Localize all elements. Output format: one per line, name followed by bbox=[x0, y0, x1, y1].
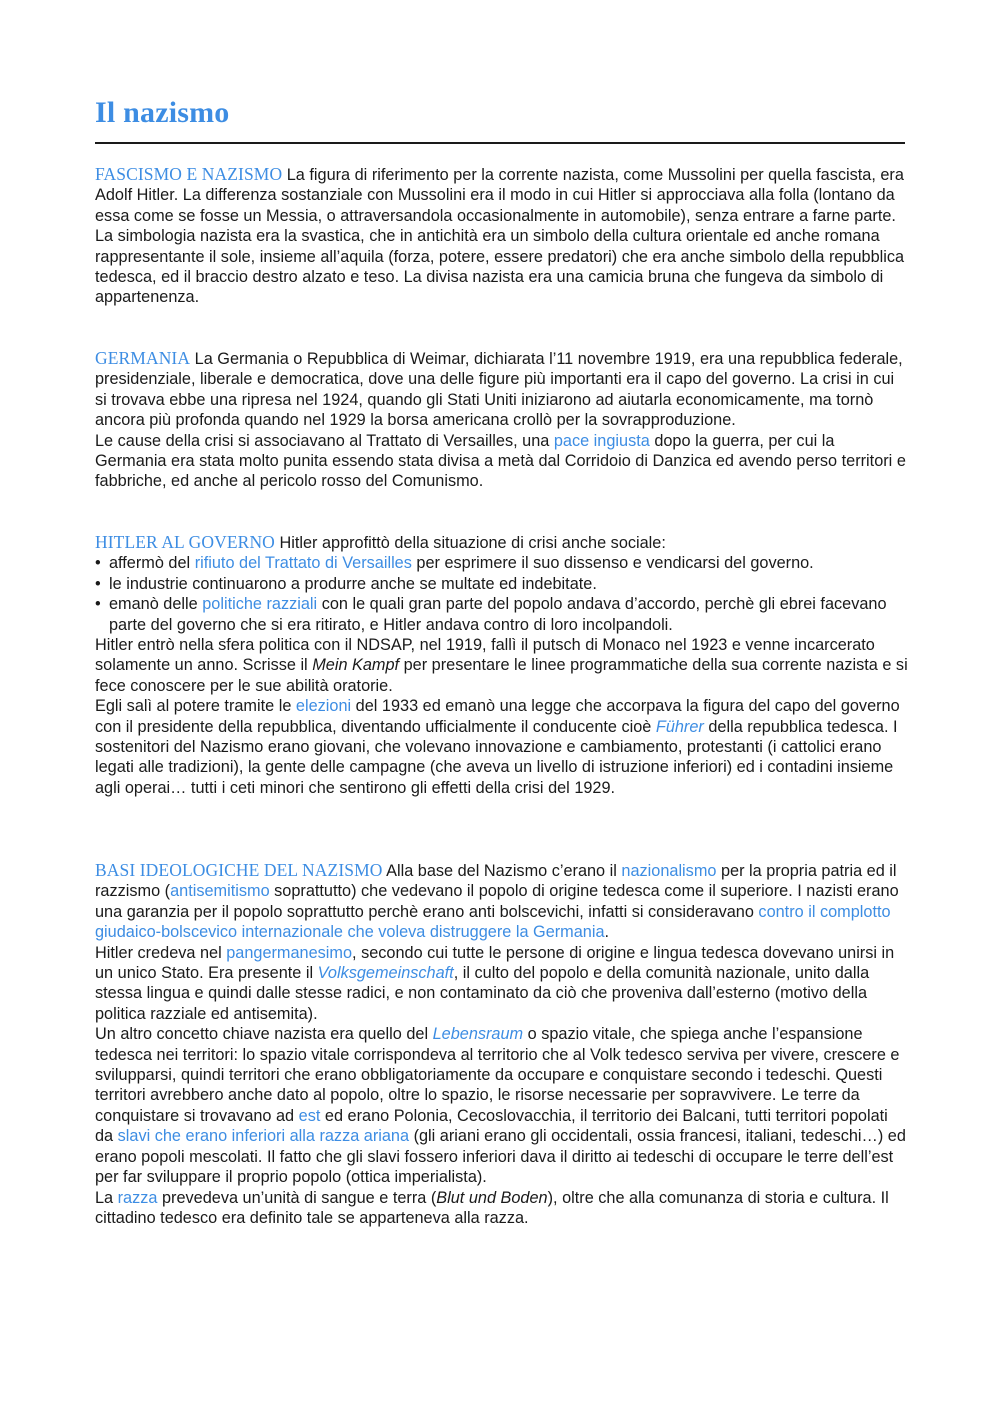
text-run: o spazio vitale, che spiega anche l’espansione tedesca nei territori: lo spazio vitale corrispondeva al territorio che al Volk tedesco serviva per vivere, crescere e svilupparsi, quindi territori che erano obbligatoriamente da occupare e conquistare secondo i tedeschi. Questi territori avrebbero anche dato al popolo, oltre lo spazio, le risorse necessarie per sopravvivere. Le terre da conquistare si trovavano ad bbox=[95, 1025, 900, 1125]
paragraph bbox=[95, 1024, 910, 1187]
section-basi-ideologiche bbox=[95, 860, 910, 1228]
highlight-term: contro il complotto giudaico-bolscevico internazionale che voleva distruggere la Germania bbox=[95, 902, 891, 942]
paragraph bbox=[95, 348, 910, 431]
paragraph bbox=[95, 696, 910, 798]
section-heading: GERMANIA bbox=[95, 348, 191, 368]
section-fascismo-nazismo bbox=[95, 164, 910, 308]
paragraph bbox=[95, 431, 910, 492]
section-germania bbox=[95, 348, 910, 492]
text-run: Un altro concetto chiave nazista era quello del bbox=[95, 1025, 433, 1044]
highlight-term: pace ingiusta bbox=[553, 431, 650, 450]
text-run: dopo la guerra, per cui la Germania era stata molto punita essendo stata divisa a metà dal Corridoio di Danzica ed avendo perso territori e fabbriche, ed anche al pericolo rosso del Comunismo. bbox=[95, 431, 906, 491]
highlight-term: rifiuto del Trattato di Versailles bbox=[194, 554, 412, 573]
text-run: soprattutto) che vedevano il popolo di origine tedesca come il superiore. I nazisti erano una garanzia per il popolo soprattutto perchè erano anti bolscevichi, infatti si consideravano bbox=[95, 882, 899, 921]
text-run: Hitler credeva nel bbox=[95, 943, 227, 962]
text-run: (gli ariani erano gli occidentali, ossia francesi, italiani, tedeschi…) ed erano popoli mescolati. Il fatto che gli slavi fossero inferiori dava il diritto ai tedeschi di occupare le terre dell’est per far sviluppare il proprio popolo (ottica imperialista). bbox=[95, 1127, 906, 1187]
highlight-term: slavi che erano inferiori alla razza ariana bbox=[117, 1127, 410, 1146]
text-run: Alla base del Nazismo c’erano il bbox=[386, 862, 622, 880]
paragraph bbox=[95, 532, 910, 553]
title-divider bbox=[95, 142, 905, 144]
text-run: del 1933 ed emanò una legge che accorpava la figura del capo del governo con il presidente della repubblica, diventando ufficialmente il conducente cioè bbox=[95, 697, 900, 736]
text-run: per esprimere il suo dissenso e vendicarsi del governo. bbox=[411, 554, 814, 573]
text-run: Egli salì al potere tramite le bbox=[95, 697, 296, 716]
highlight-term: Führer bbox=[655, 717, 704, 736]
text-run: della repubblica tedesca. I sostenitori del Nazismo erano giovani, che volevano innovazione e cambiamento, protestanti (i cattolici erano legati alle tradizioni), la gente delle campagne (che aveva un livello di istruzione inferiori) ed i contadini insieme agli operai… tutti i ceti minori che sentirono gli effetti della crisi del 1929. bbox=[95, 717, 898, 797]
paragraph-text: La figura di riferimento per la corrente nazista, come Mussolini per quella fascista, era Adolf Hitler. La differenza sostanziale con Mussolini era il modo in cui Hitler si approcciava alla folla (lontano da essa come se fosse un Messia, o attraversandola occasionalmente in automobile), senza entrare a farne parte. bbox=[95, 166, 904, 225]
text-run: Hitler entrò nella sfera politica con il NDSAP, nel 1919, fallì il putsch di Monaco nel 1923 e venne incarcerato solamente un anno. Scrisse il bbox=[95, 636, 875, 675]
section-hitler-al-governo bbox=[95, 532, 910, 798]
list-item bbox=[95, 553, 910, 573]
text-run: prevedeva un’unità di sangue e terra ( bbox=[157, 1188, 437, 1207]
text-run: affermò del bbox=[109, 554, 195, 573]
paragraph bbox=[95, 164, 910, 226]
italic-term: Blut und Boden bbox=[436, 1188, 548, 1207]
text-run: con le quali gran parte del popolo andava d’accordo, perchè gli ebrei facevano parte del governo che si era ritirato, e Hitler andava contro di loro incolpandoli. bbox=[109, 595, 887, 634]
paragraph bbox=[95, 860, 910, 943]
paragraph bbox=[95, 943, 910, 1025]
text-run: per la propria patria ed il razzismo ( bbox=[95, 862, 897, 901]
text-run: per presentare le linee programmatiche della sua corrente nazista e si fece conoscere per le sue abilità oratorie. bbox=[95, 656, 908, 695]
text-run: La bbox=[95, 1188, 118, 1207]
section-heading: HITLER AL GOVERNO bbox=[95, 532, 275, 552]
highlight-term: politiche razziali bbox=[202, 595, 318, 614]
highlight-term: Volksgemeinschaft bbox=[317, 964, 454, 983]
list-item: • le industrie continuarono a produrre anche se multate ed indebitate. bbox=[95, 574, 910, 594]
paragraph bbox=[95, 635, 910, 696]
highlight-term: antisemitismo bbox=[170, 882, 270, 901]
text-run: ), oltre che alla comunanza di storia e cultura. Il cittadino tedesco era definito tale se apparteneva alla razza. bbox=[95, 1188, 889, 1227]
text-run: , secondo cui tutte le persone di origine e lingua tedesca dovevano unirsi in un unico Stato. Era presente il bbox=[95, 943, 895, 983]
section-heading: FASCISMO E NAZISMO bbox=[95, 164, 283, 184]
bullet-list bbox=[95, 553, 910, 635]
text-run: Le cause della crisi si associavano al Trattato di Versailles, una bbox=[95, 431, 554, 450]
highlight-term: Lebensraum bbox=[432, 1025, 524, 1044]
text-run: emanò delle bbox=[109, 595, 203, 614]
paragraph-text: La Germania o Repubblica di Weimar, dichiarata l’11 novembre 1919, era una repubblica federale, presidenziale, liberale e democratica, dove una delle figure più importanti era il capo del governo. La crisi in cui si trovava ebbe una ripresa nel 1924, quando gli Stati Uniti iniziarono ad aiutarla economicamente, ma tornò ancora più profonda quando nel 1929 la borsa americana crollò per la sovrapproduzione. bbox=[95, 350, 903, 430]
highlight-term: pangermanesimo bbox=[226, 943, 353, 962]
text-run: . bbox=[604, 923, 610, 942]
section-heading: BASI IDEOLOGICHE DEL NAZISMO bbox=[95, 860, 383, 880]
page-title: Il nazismo bbox=[95, 96, 230, 129]
paragraph-text: Hitler approfittò della situazione di crisi anche sociale: bbox=[279, 534, 666, 552]
text-run: , il culto del popolo e della comunità nazionale, unito dalla stessa lingua e quindi dalle stesse radici, e non contaminato da ciò che proveniva dall’esterno (motivo della politica razziale ed antisemita). bbox=[95, 964, 870, 1023]
text-run: ed erano Polonia, Cecoslovacchia, il territorio dei Balcani, tutti territori popolati da bbox=[95, 1106, 888, 1146]
paragraph bbox=[95, 1188, 910, 1229]
highlight-term: nazionalismo bbox=[621, 862, 717, 880]
highlight-term: est bbox=[298, 1106, 321, 1125]
list-item bbox=[95, 594, 910, 635]
highlight-term: razza bbox=[117, 1188, 158, 1207]
paragraph: La simbologia nazista era la svastica, che in antichità era un simbolo della cultura orientale ed anche romana rappresentante il sole, insieme all’aquila (forza, potere, essere predatori) che era anche simbolo della repubblica tedesca, ed il braccio destro alzato e teso. La divisa nazista era una camicia bruna che fungeva da simbolo di appartenenza. bbox=[95, 227, 905, 307]
italic-term: Mein Kampf bbox=[312, 656, 400, 675]
highlight-term: elezioni bbox=[295, 697, 352, 716]
